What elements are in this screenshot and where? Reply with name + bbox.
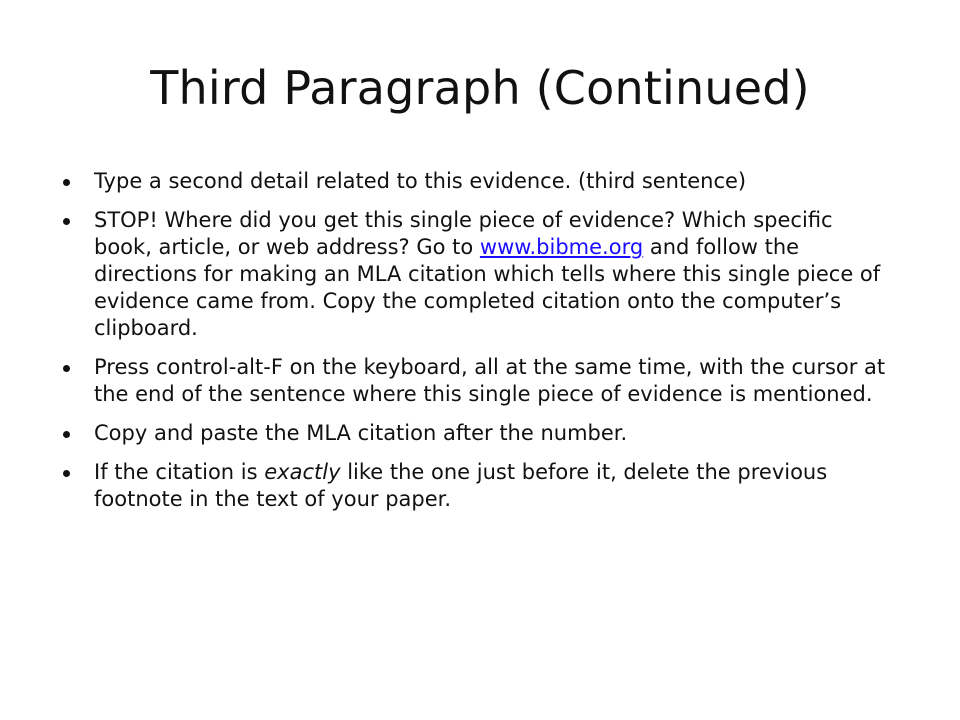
bullet-icon — [63, 365, 70, 372]
bullet-text: Type a second detail related to this evidence. (third sentence) — [94, 169, 747, 193]
bullet-item-1 — [60, 168, 890, 195]
bullet-item-3 — [60, 354, 890, 408]
bullet-item-2 — [60, 207, 890, 342]
slide-title: Third Paragraph (Continued) — [150, 61, 810, 115]
bullet-icon — [63, 218, 70, 225]
bullet-text-after-link: and follow the directions for making an MLA citation which tells where this single piece of evidence came from. Copy the completed citation onto the computer’s clipboard. — [94, 235, 881, 340]
bullet-text: Press control-alt-F on the keyboard, all at the same time, with the cursor at the end of the sentence where this single piece of evidence is mentioned. — [94, 355, 886, 406]
bullet-text-before-link: STOP! Where did you get this single piece of evidence? Which specific book, article, or web address? Go to — [94, 208, 833, 259]
bullet-list — [60, 168, 890, 513]
bullet-item-5 — [60, 459, 890, 513]
bullet-icon — [63, 179, 70, 186]
slide-body — [60, 168, 890, 525]
emphasis-text: exactly — [264, 460, 341, 484]
bullet-item-4 — [60, 420, 890, 447]
bullet-text-after-emphasis: like the one just before it, delete the previous footnote in the text of your paper. — [94, 460, 828, 511]
bullet-text-before-emphasis: If the citation is — [94, 460, 265, 484]
bullet-text: Copy and paste the MLA citation after the number. — [94, 421, 628, 445]
bibme-link[interactable]: www.bibme.org — [479, 235, 644, 259]
bullet-icon — [63, 431, 70, 438]
bullet-icon — [63, 470, 70, 477]
